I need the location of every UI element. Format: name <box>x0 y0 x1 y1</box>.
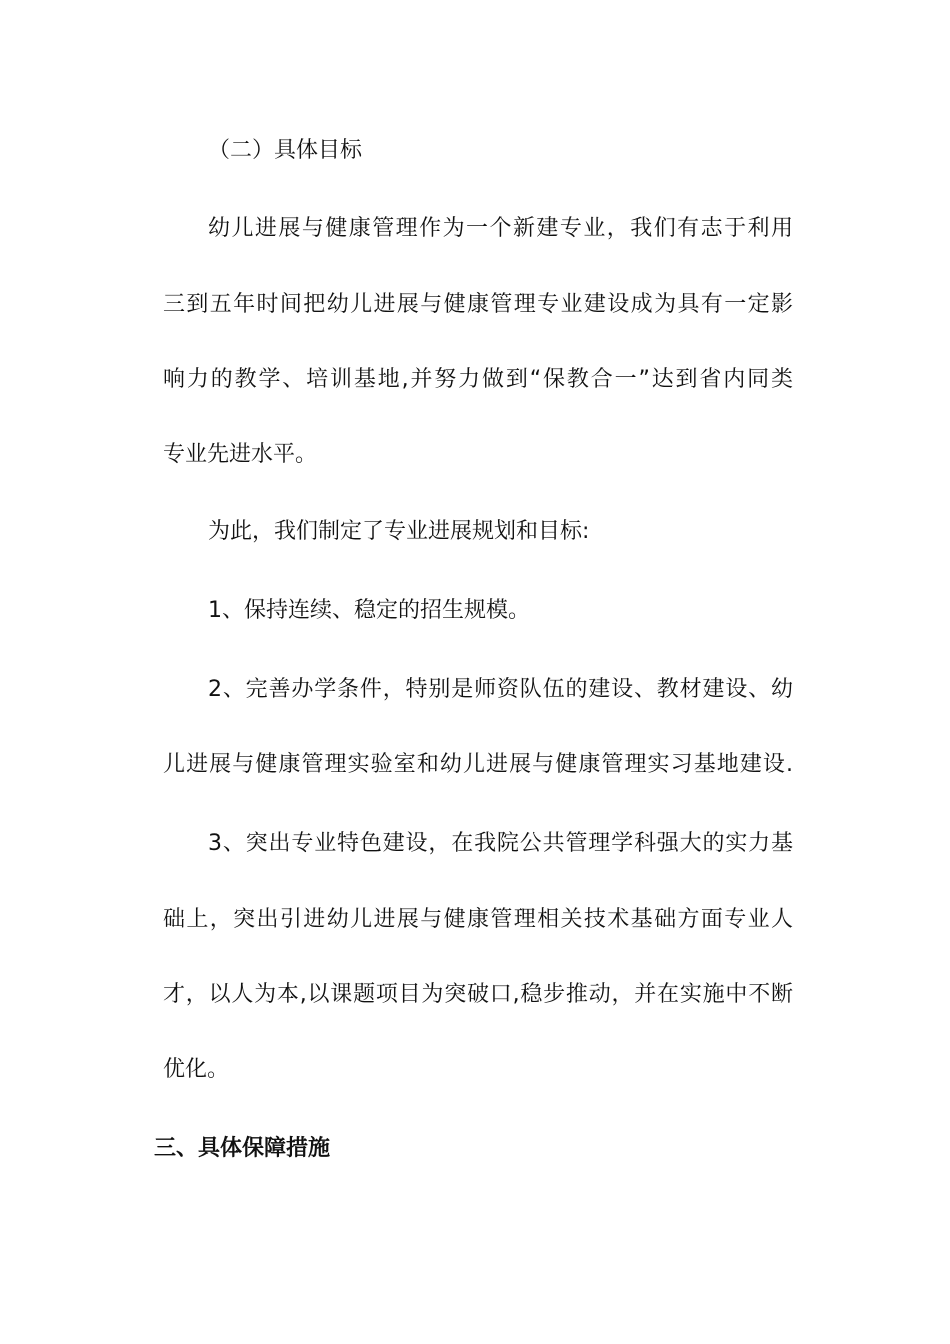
paragraph-line: 幼儿进展与健康管理作为一个新建专业，我们有志于利用 <box>208 216 793 241</box>
list-item-line: 2、完善办学条件，特别是师资队伍的建设、教材建设、幼 <box>208 677 793 702</box>
paragraph-line: 三到五年时间把幼儿进展与健康管理专业建设成为具有一定影 <box>163 292 793 317</box>
list-item: 1、保持连续、稳定的招生规模。 <box>208 598 530 623</box>
section-heading: 三、具体保障措施 <box>154 1136 331 1161</box>
subsection-title: （二）具体目标 <box>208 138 363 163</box>
list-item-line: 优化。 <box>163 1057 230 1082</box>
paragraph-line: 响力的教学、培训基地,并努力做到“保教合一”达到省内同类 <box>163 367 793 392</box>
list-item-line: 儿进展与健康管理实验室和幼儿进展与健康管理实习基地建设. <box>163 752 793 777</box>
list-item-line: 础上，突出引进幼儿进展与健康管理相关技术基础方面专业人 <box>163 907 793 932</box>
list-item-line: 才，以人为本,以课题项目为突破口,稳步推动，并在实施中不断 <box>163 982 793 1007</box>
paragraph-line: 专业先进水平。 <box>163 442 318 467</box>
paragraph-text: 为此，我们制定了专业进展规划和目标: <box>208 519 590 544</box>
list-item-line: 3、突出专业特色建设，在我院公共管理学科强大的实力基 <box>208 831 793 856</box>
